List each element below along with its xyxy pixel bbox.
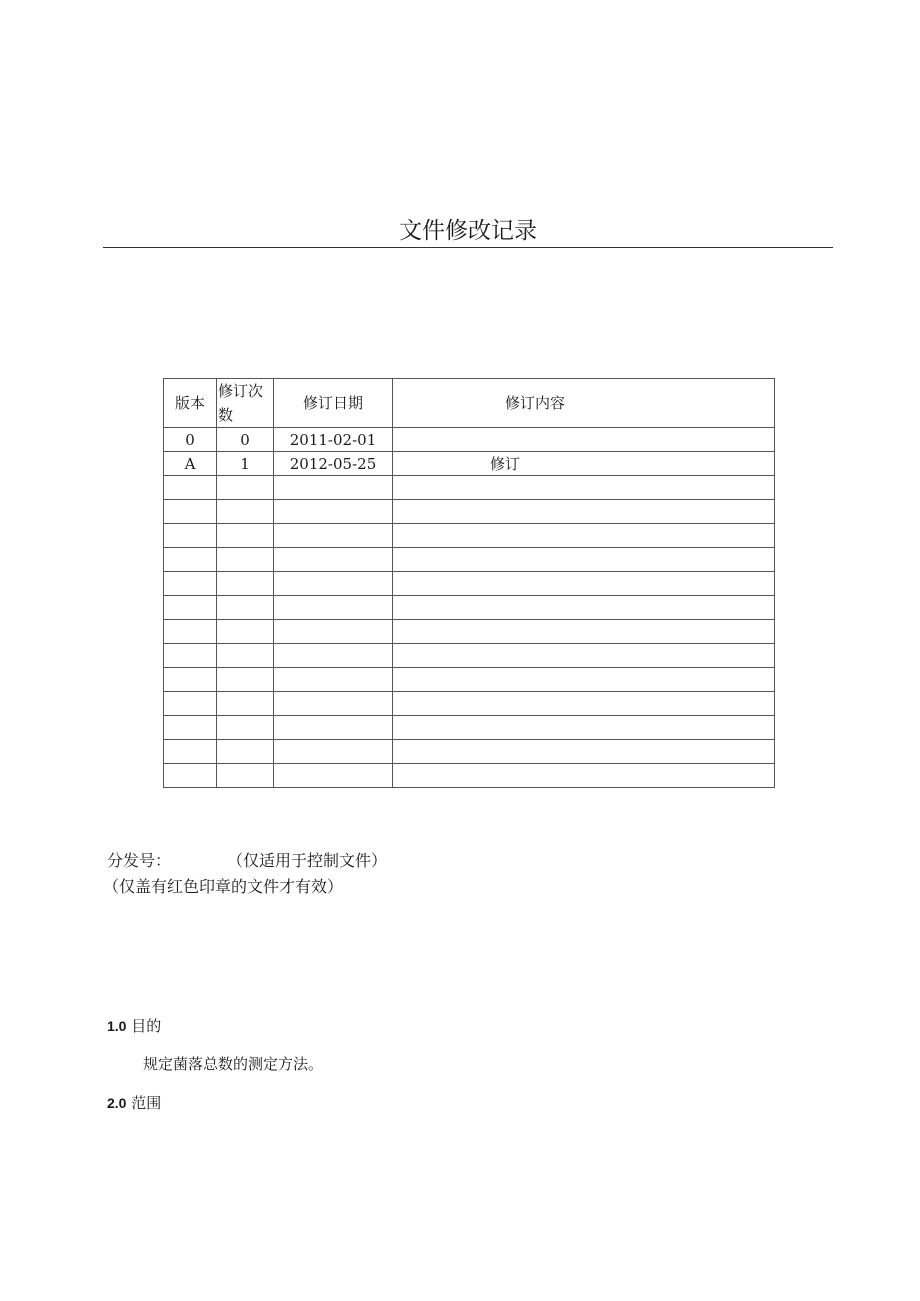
cell-version: [164, 500, 217, 524]
cell-version: [164, 668, 217, 692]
cell-content: [393, 644, 775, 668]
cell-content: [393, 572, 775, 596]
distribution-number-line: [107, 850, 387, 872]
cell-content: 修订: [393, 452, 775, 476]
cell-count: [217, 740, 274, 764]
cell-content: [393, 524, 775, 548]
cell-date: [274, 740, 393, 764]
table-row: [164, 716, 775, 740]
cell-count: [217, 716, 274, 740]
table-row: [164, 740, 775, 764]
table-row: [164, 764, 775, 788]
cell-date: 2011-02-01: [274, 428, 393, 452]
cell-count: [217, 524, 274, 548]
header-revision-content: 修订内容: [393, 379, 775, 428]
cell-date: [274, 620, 393, 644]
cell-date: [274, 764, 393, 788]
valid-file-note: （仅盖有红色印章的文件才有效）: [103, 877, 344, 896]
cell-content: [393, 764, 775, 788]
cell-version: [164, 572, 217, 596]
cell-content: [393, 668, 775, 692]
cell-content: [393, 716, 775, 740]
table-row: [164, 572, 775, 596]
table-row: [164, 452, 775, 476]
table-row: [164, 524, 775, 548]
cell-version: [164, 692, 217, 716]
table-row: [164, 500, 775, 524]
cell-version: [164, 476, 217, 500]
cell-date: [274, 500, 393, 524]
cell-content: [393, 596, 775, 620]
cell-version: [164, 596, 217, 620]
cell-version: [164, 524, 217, 548]
cell-version: A: [164, 452, 217, 476]
cell-version: [164, 740, 217, 764]
table-row: [164, 692, 775, 716]
cell-date: 2012-05-25: [274, 452, 393, 476]
section-title: 目的: [131, 1017, 162, 1035]
section-scope-heading: [107, 1092, 161, 1114]
header-version: 版本: [164, 379, 217, 428]
cell-count: 0: [217, 428, 274, 452]
cell-count: [217, 764, 274, 788]
cell-date: [274, 572, 393, 596]
cell-content: [393, 740, 775, 764]
table-row: [164, 644, 775, 668]
distribution-label: 分发号：: [107, 851, 172, 870]
cell-content: [393, 620, 775, 644]
section-title: 范围: [131, 1094, 162, 1112]
cell-date: [274, 668, 393, 692]
cell-content: [393, 428, 775, 452]
section-number: 2.0: [107, 1095, 127, 1111]
table-row: [164, 620, 775, 644]
cell-count: [217, 596, 274, 620]
cell-count: [217, 476, 274, 500]
cell-date: [274, 476, 393, 500]
title-underline: [103, 247, 833, 248]
cell-date: [274, 548, 393, 572]
cell-content: [393, 548, 775, 572]
cell-date: [274, 644, 393, 668]
table-row: [164, 476, 775, 500]
cell-date: [274, 596, 393, 620]
table-row: [164, 596, 775, 620]
controlled-file-note: （仅适用于控制文件）: [235, 851, 388, 870]
cell-version: [164, 620, 217, 644]
cell-count: [217, 500, 274, 524]
section-purpose-heading: [107, 1015, 161, 1037]
table-row: [164, 428, 775, 452]
table-row: [164, 548, 775, 572]
cell-version: 0: [164, 428, 217, 452]
cell-content: [393, 500, 775, 524]
cell-count: [217, 572, 274, 596]
cell-content: [393, 692, 775, 716]
cell-count: [217, 620, 274, 644]
table-row: [164, 668, 775, 692]
cell-count: [217, 668, 274, 692]
cell-count: [217, 548, 274, 572]
cell-count: [217, 644, 274, 668]
cell-version: [164, 764, 217, 788]
revision-record-table: [163, 378, 775, 788]
cell-count: 1: [217, 452, 274, 476]
cell-content: [393, 476, 775, 500]
header-revision-date: 修订日期: [274, 379, 393, 428]
table-header-row: [164, 379, 775, 428]
cell-count: [217, 692, 274, 716]
section-number: 1.0: [107, 1018, 127, 1034]
cell-date: [274, 524, 393, 548]
cell-date: [274, 716, 393, 740]
header-revision-count: 修订次数: [217, 379, 274, 428]
cell-version: [164, 644, 217, 668]
document-title: 文件修改记录: [399, 218, 537, 244]
cell-date: [274, 692, 393, 716]
cell-version: [164, 548, 217, 572]
section-purpose-text: 规定菌落总数的测定方法。: [143, 1055, 324, 1073]
cell-version: [164, 716, 217, 740]
